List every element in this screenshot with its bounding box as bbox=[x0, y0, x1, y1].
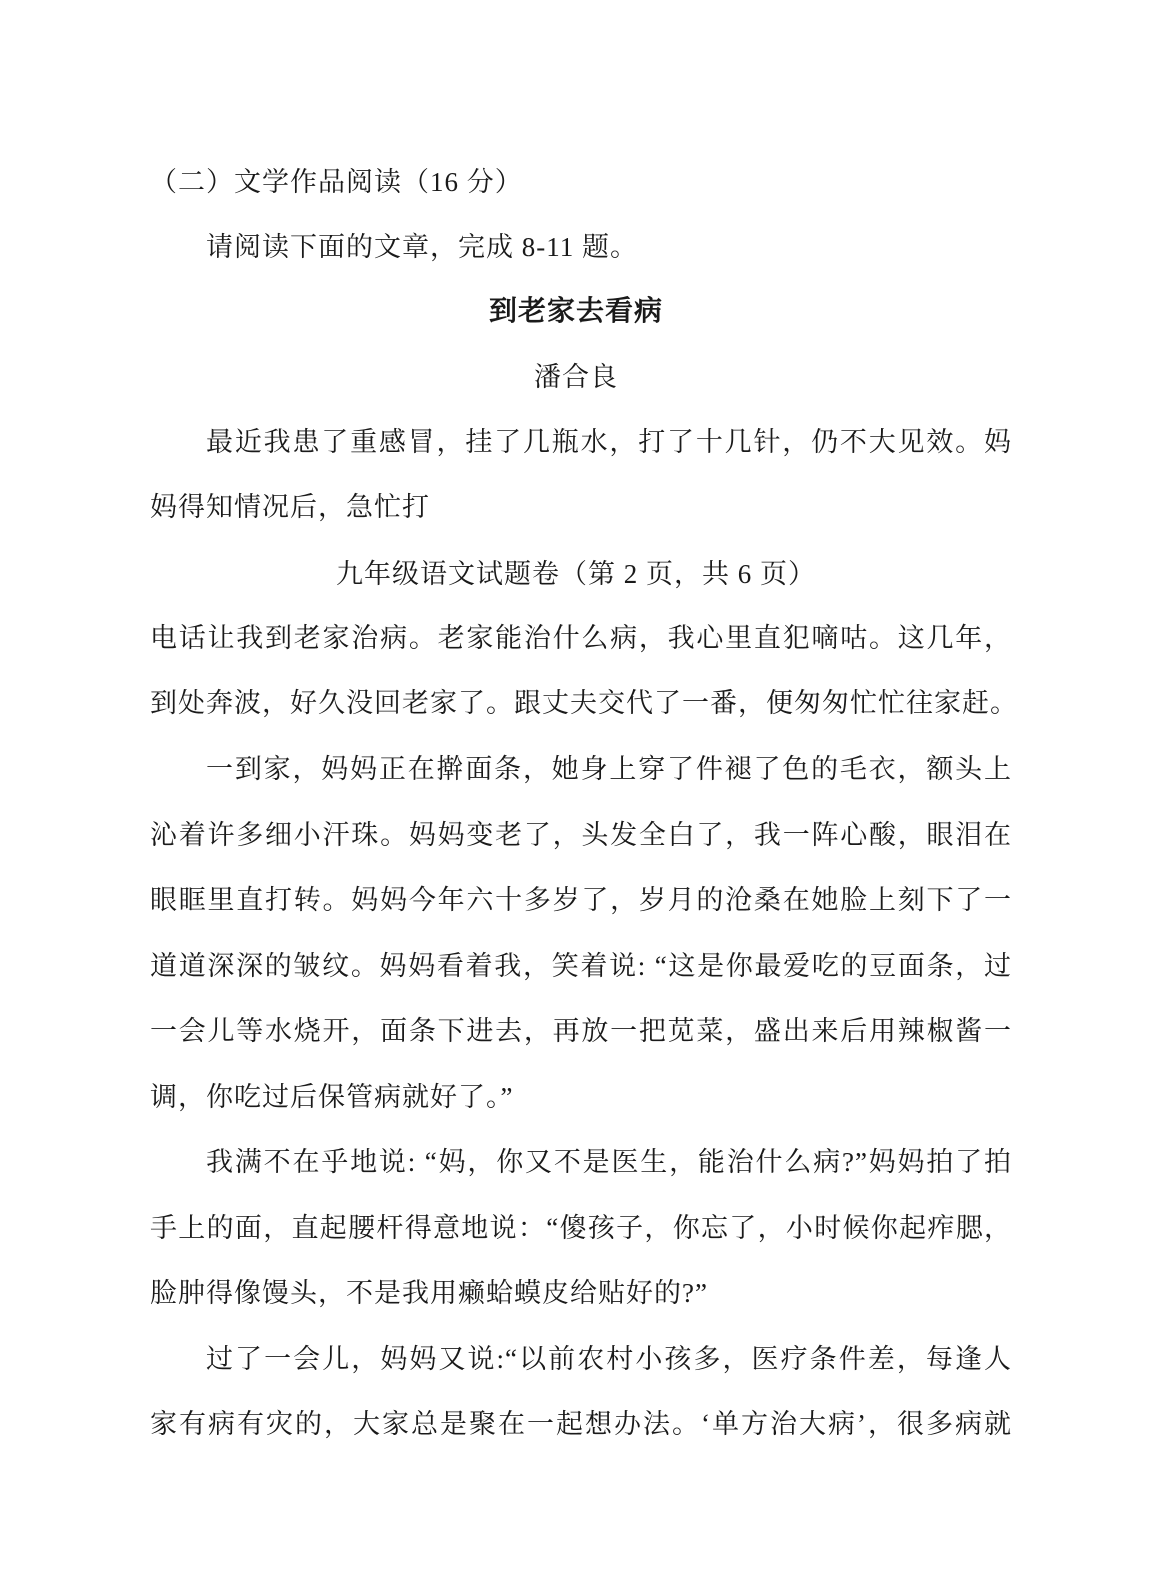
paragraph-line: 最近我患了重感冒，挂了几瓶水，打了十几针，仍不大见效。妈 bbox=[206, 427, 1012, 457]
paragraph-line: 过了一会儿，妈妈又说:“以前农村小孩多，医疗条件差，每逢人 bbox=[206, 1344, 1012, 1374]
paragraph-line: 道道深深的皱纹。妈妈看着我，笑着说: “这是你最爱吃的豆面条，过 bbox=[150, 951, 1012, 981]
article-author: 潘合良 bbox=[534, 362, 618, 392]
paragraph-line: 眼眶里直打转。妈妈今年六十多岁了，岁月的沧桑在她脸上刻下了一 bbox=[150, 885, 1012, 915]
paragraph-line: 电话让我到老家治病。老家能治什么病，我心里直犯嘀咕。这几年， bbox=[150, 623, 1012, 653]
paragraph-line: 我满不在乎地说: “妈，你又不是医生，能治什么病?”妈妈拍了拍 bbox=[206, 1147, 1012, 1177]
paragraph-line: 一到家，妈妈正在擀面条，她身上穿了件褪了色的毛衣，额头上 bbox=[206, 754, 1012, 784]
reading-instruction: 请阅读下面的文章，完成 8-11 题。 bbox=[206, 232, 638, 262]
article-title: 到老家去看病 bbox=[488, 294, 663, 327]
page-footer: 九年级语文试题卷（第 2 页，共 6 页） bbox=[336, 559, 816, 589]
paragraph-line: 到处奔波，好久没回老家了。跟丈夫交代了一番，便匆匆忙忙往家赶。 bbox=[150, 688, 1018, 718]
paragraph-line: 家有病有灾的，大家总是聚在一起想办法。‘单方治大病’，很多病就 bbox=[150, 1409, 1012, 1439]
paragraph-line: 一会儿等水烧开，面条下进去，再放一把苋菜，盛出来后用辣椒酱一 bbox=[150, 1016, 1012, 1046]
paragraph-line: 妈得知情况后，急忙打 bbox=[150, 492, 430, 522]
paragraph-line: 手上的面，直起腰杆得意地说：“傻孩子，你忘了，小时候你起痄腮， bbox=[150, 1213, 1012, 1243]
section-heading: （二）文学作品阅读（16 分） bbox=[150, 167, 523, 197]
paragraph-line: 沁着许多细小汗珠。妈妈变老了，头发全白了，我一阵心酸，眼泪在 bbox=[150, 820, 1012, 850]
paragraph-line: 脸肿得像馒头，不是我用癞蛤蟆皮给贴好的?” bbox=[150, 1278, 708, 1308]
paragraph-line: 调，你吃过后保管病就好了。” bbox=[150, 1082, 514, 1112]
